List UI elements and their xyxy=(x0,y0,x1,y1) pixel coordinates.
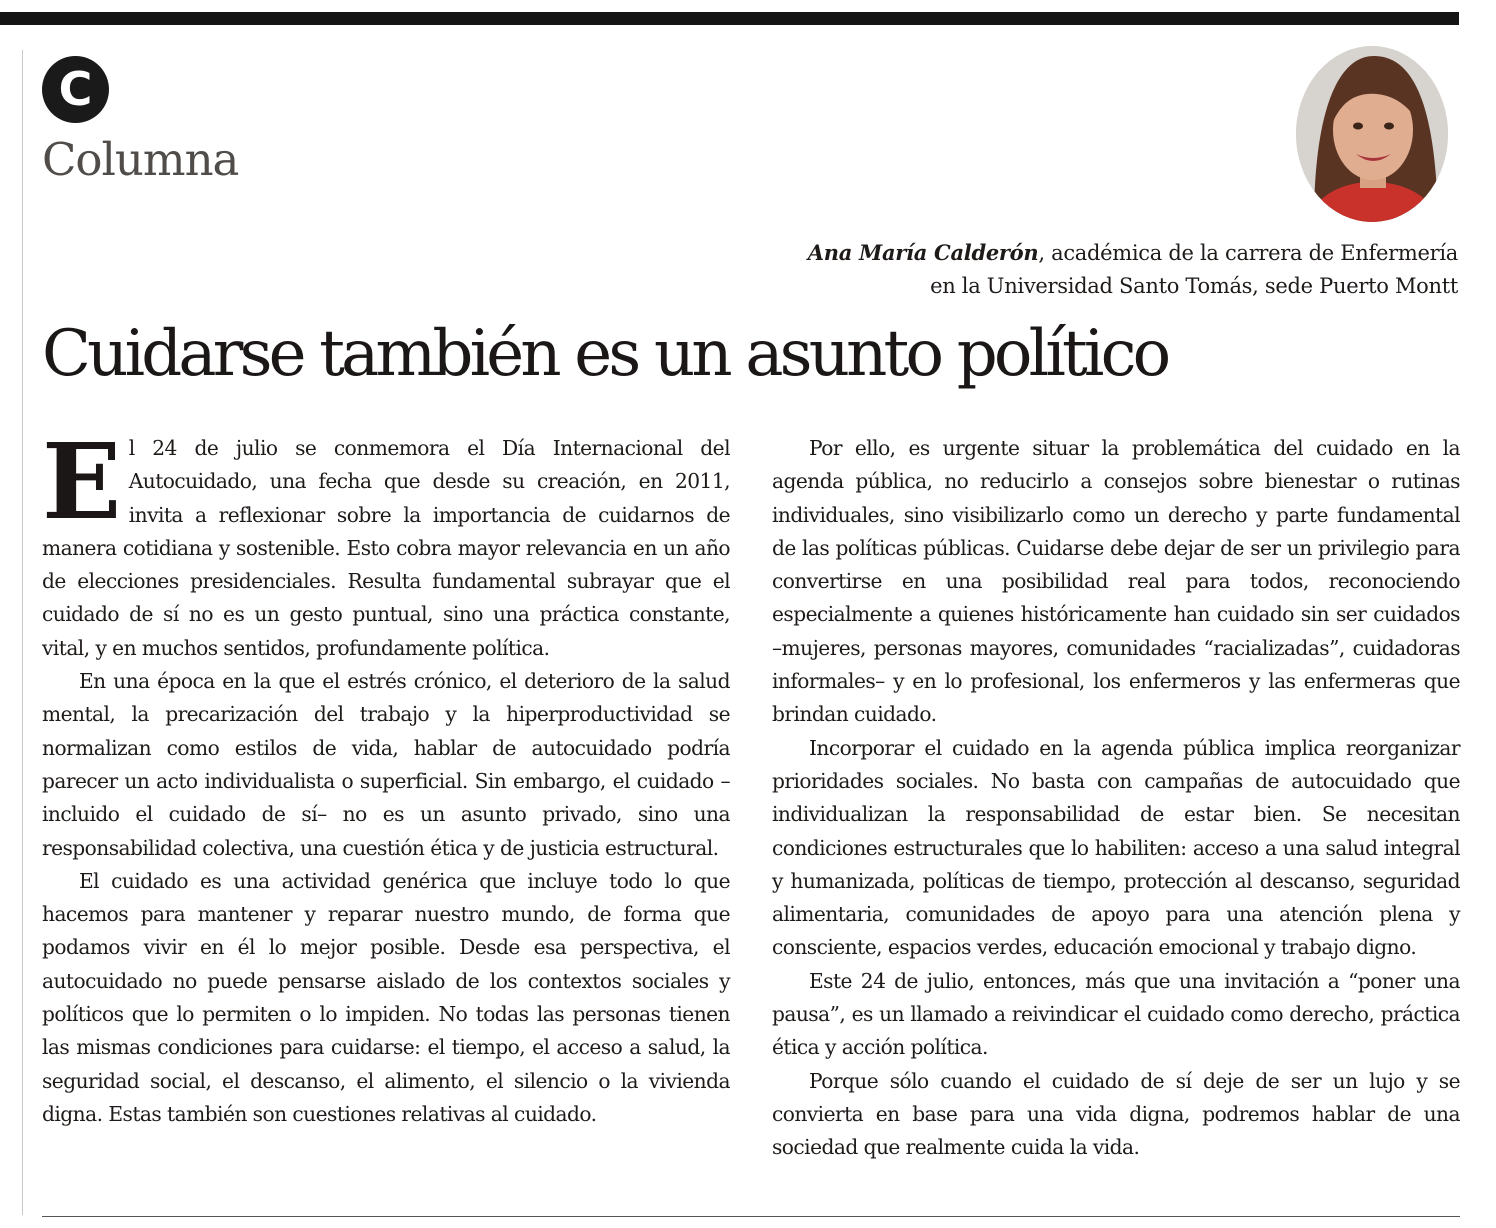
paragraph: El cuidado es una actividad genérica que incluye todo lo que hacemos para mantener y reparar nuestro mundo, de forma que podamos vivir en él lo mejor posible. Desde esa perspectiva, el autocuidado no puede pensarse aislado de los contextos sociales y políticos que lo permiten o lo impiden. No todas las personas tienen las mismas condiciones para cuidarse: el tiempo, el acceso a salud, la seguridad social, el descanso, el alimento, el silencio o la vivienda digna. Estas también son cuestiones relativas al cuidado. xyxy=(42,868,730,1126)
paragraph-text: l 24 de julio se conmemora el Día Internacional del Autocuidado, una fecha que desde su creación, en 2011, invita a reflexionar sobre la importancia de cuidarnos de manera cotidiana y sostenible. Esto cobra mayor relevancia en un año de elecciones presidenciales. Resulta fundamental subrayar que el cuidado de sí no es un gesto puntual, sino una práctica constante, vital, y en muchos sentidos, profundamente política. xyxy=(42,436,730,660)
author-portrait-image xyxy=(1296,46,1448,222)
author-name: Ana María Calderón xyxy=(807,240,1039,265)
author-photo xyxy=(1296,46,1448,222)
author-affiliation: en la Universidad Santo Tomás, sede Puerto Montt xyxy=(930,274,1458,298)
drop-cap: E xyxy=(42,420,121,543)
bottom-rule xyxy=(42,1216,1460,1217)
author-role: , académica de la carrera de Enfermería xyxy=(1038,241,1458,265)
paragraph: Por ello, es urgente situar la problemática del cuidado en la agenda pública, no reducirlo a consejos sobre bienestar o rutinas individuales, sino visibilizarlo como un derecho y parte fundamental de las políticas públicas. Cuidarse debe dejar de ser un privilegio para convertirse en una posibilidad real para todos, reconociendo especialmente a quienes históricamente han cuidado sin ser cuidados –mujeres, personas mayores, comunidades “racializadas”, cuidadoras informales– y en lo profesional, los enfermeros y las enfermeras que brindan cuidado. xyxy=(772,436,1460,727)
paragraph: Incorporar el cuidado en la agenda pública implica reorganizar prioridades sociales. No basta con campañas de autocuidado que individualizan la responsabilidad de estar bien. Se necesitan condiciones estructurales que lo habiliten: acceso a una salud integral y humanizada, políticas de tiempo, protección al descanso, seguridad alimentaria, comunidades de apoyo para una atención plena y consciente, espacios verdes, educación emocional y trabajo digno. xyxy=(772,735,1460,960)
column-rule xyxy=(22,50,23,1215)
paragraph: En una época en la que el estrés crónico, el deterioro de la salud mental, la precarización del trabajo y la hiperproductividad se normalizan como estilos de vida, hablar de autocuidado podría parecer un acto individualista o superficial. Sin embargo, el cuidado –incluido el cuidado de sí– no es un asunto privado, sino una responsabilidad colectiva, una cuestión ética y de justicia estructural. xyxy=(42,669,730,860)
headline: Cuidarse también es un asunto político xyxy=(42,317,1168,391)
paragraph: Porque sólo cuando el cuidado de sí deje de ser un lujo y se convierta en base para una vida digna, podremos hablar de una sociedad que realmente cuida la vida. xyxy=(772,1068,1460,1160)
article-column-left xyxy=(42,420,730,1131)
section-name: Columna xyxy=(42,133,239,186)
section-badge: C xyxy=(42,56,109,123)
byline xyxy=(738,236,1458,303)
article-column-right xyxy=(772,432,1460,1165)
top-rule xyxy=(0,12,1459,25)
paragraph: Este 24 de julio, entonces, más que una invitación a “poner una pausa”, es un llamado a reivindicar el cuidado como derecho, práctica ética y acción política. xyxy=(772,968,1460,1060)
paragraph xyxy=(42,420,730,665)
